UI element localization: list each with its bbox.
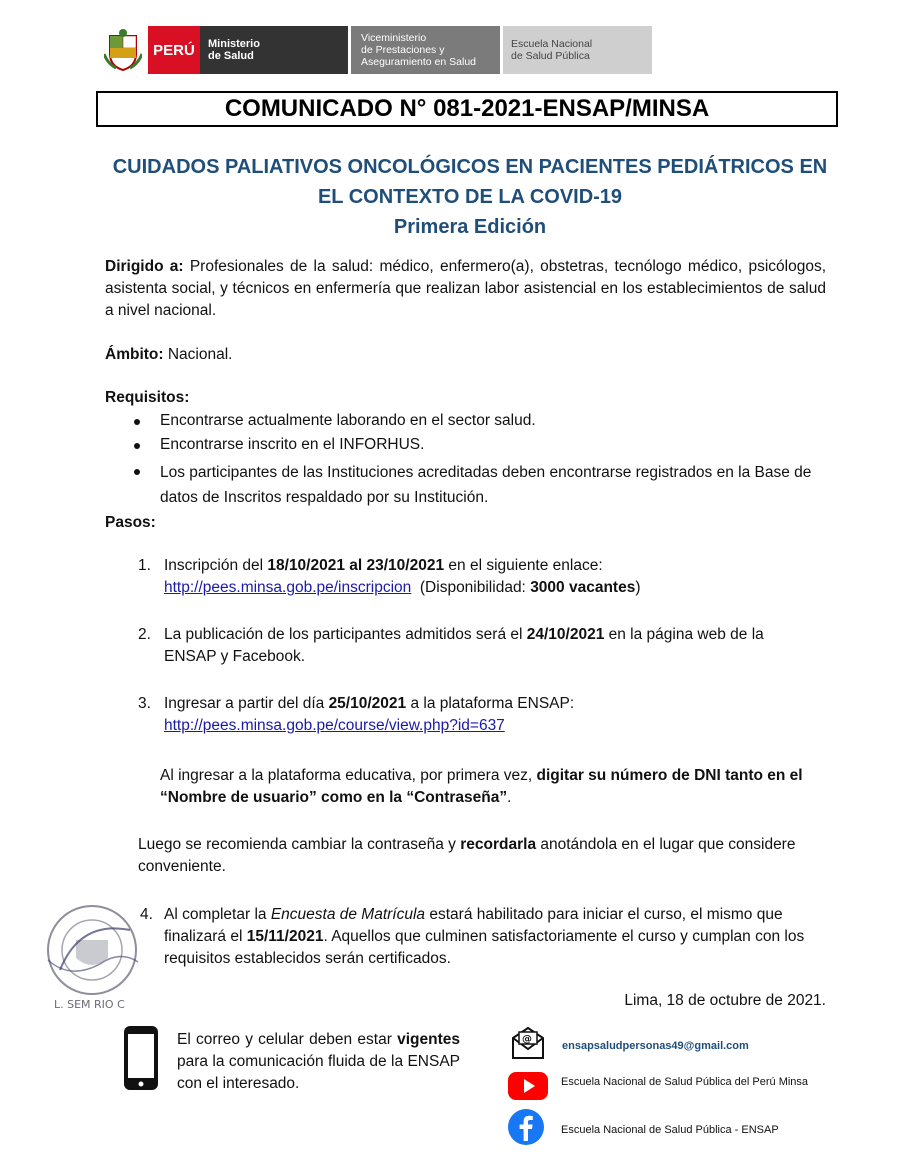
ambito-label: Ámbito: — [105, 346, 164, 363]
requisito-text: Encontrarse actualmente laborando en el sector salud. — [160, 412, 536, 429]
requisito-item — [134, 410, 834, 432]
escuela-logo — [503, 26, 652, 74]
seal-stamp-icon — [40, 900, 146, 1020]
contact-text-b: para la comunicación fluida de la ENSAP con el interesado. — [177, 1053, 460, 1092]
facebook-icon — [507, 1108, 545, 1146]
note-text-a: Al ingresar a la plataforma educativa, por primera vez, — [160, 767, 537, 784]
bullet-icon — [134, 419, 140, 425]
step1-text-c: (Disponibilidad: — [411, 579, 531, 596]
step1-vacantes: 3000 vacantes — [530, 579, 636, 596]
password-note — [138, 834, 830, 878]
note-bold: digitar su número de DNI tanto en el “Nombre de usuario” como en la “Contraseña” — [160, 767, 803, 806]
youtube-icon — [507, 1071, 549, 1101]
step4-date: 15/11/2021 — [246, 928, 324, 945]
step4-text-a: Al completar la — [164, 906, 271, 923]
dirigido-paragraph — [105, 256, 826, 322]
step-number: 2. — [138, 626, 151, 643]
bullet-icon — [134, 469, 140, 475]
step-3 — [138, 693, 828, 737]
ministerio-line2: de Salud — [208, 50, 254, 62]
svg-text:@: @ — [522, 1034, 532, 1045]
email-address[interactable]: ensapsaludpersonas49@gmail.com — [562, 1040, 749, 1052]
date-place: Lima, 18 de octubre de 2021. — [624, 992, 826, 1009]
svg-text:L. SEM RIO C: L. SEM RIO C — [54, 998, 125, 1011]
step1-text-b: en el siguiente enlace: — [444, 557, 603, 574]
login-note — [160, 765, 825, 809]
step3-text-a: Ingresar a partir del día — [164, 695, 329, 712]
escuela-line1: Escuela Nacional — [511, 38, 593, 50]
luego-text-b: anotándola en el lugar que considere conveniente. — [138, 836, 796, 875]
course-heading-line2: EL CONTEXTO DE LA COVID-19 — [317, 186, 623, 208]
requisito-text: Encontrarse inscrito en el INFORHUS. — [160, 436, 425, 453]
contact-note — [177, 1029, 460, 1095]
requisito-text: Los participantes de las Instituciones acreditadas deben encontrarse registrados en la Base de datos de Inscritos respaldado por su Institución. — [160, 464, 812, 506]
course-heading-line1: CUIDADOS PALIATIVOS ONCOLÓGICOS EN PACIENTES PEDIÁTRICOS EN — [112, 156, 828, 178]
step1-dates: 18/10/2021 al 23/10/2021 — [267, 557, 445, 574]
viceministerio-logo — [351, 26, 500, 74]
step-number: 1. — [138, 557, 151, 574]
step2-text-a: La publicación de los participantes admitidos será el — [164, 626, 527, 643]
mobile-phone-icon — [122, 1024, 160, 1092]
ambito-text: Nacional. — [163, 346, 233, 363]
requisitos-label: Requisitos: — [105, 389, 190, 406]
step1-text-d: ) — [635, 579, 641, 596]
bullet-icon — [134, 443, 140, 449]
step-1 — [138, 555, 828, 599]
pasos-label: Pasos: — [105, 514, 156, 531]
inscripcion-link[interactable]: http://pees.minsa.gob.pe/inscripcion — [164, 579, 412, 596]
step-number: 4. — [140, 906, 153, 923]
luego-text-a: Luego se recomienda cambiar la contraseña y — [138, 836, 461, 853]
step4-text-c: . Aquellos que culminen satisfactoriamente el curso y cumplan con los requisitos establecidos serán certificados. — [164, 928, 805, 967]
facebook-page[interactable]: Escuela Nacional de Salud Pública - ENSAP — [561, 1124, 779, 1136]
step-4 — [138, 904, 828, 970]
peru-label: PERÚ — [148, 26, 200, 74]
ambito-paragraph — [105, 344, 826, 366]
course-link[interactable]: http://pees.minsa.gob.pe/course/view.php?id=637 — [164, 717, 505, 734]
dirigido-text: Profesionales de la salud: médico, enfermero(a), obstetras, tecnólogo médico, psicólogos, asistenta social, y técnicos en enfermería que realizan labor asistencial en los establecimientos de salud a nivel nacional. — [105, 258, 826, 319]
step2-text-b: en la página web de la ENSAP y Facebook. — [164, 626, 764, 665]
contact-bold: vigentes — [397, 1031, 460, 1048]
note-text-b: . — [507, 789, 512, 806]
youtube-channel[interactable]: Escuela Nacional de Salud Pública del Perú Minsa — [561, 1076, 809, 1088]
step4-text-b: estará habilitado para iniciar el curso, el mismo que finalizará el — [164, 906, 783, 945]
step3-date: 25/10/2021 — [328, 695, 407, 712]
course-edition: Primera Edición — [393, 216, 547, 238]
luego-bold: recordarla — [460, 836, 537, 853]
coat-of-arms-icon — [104, 28, 142, 72]
contact-text-a: El correo y celular deben estar — [177, 1031, 398, 1048]
step3-text-b: a la plataforma ENSAP: — [406, 695, 575, 712]
email-icon — [510, 1024, 546, 1060]
step-number: 3. — [138, 695, 151, 712]
vice-line1: Viceministerio — [361, 32, 427, 44]
requisito-item — [134, 460, 828, 510]
ministerio-line1: Ministerio — [208, 38, 260, 50]
requisito-item — [134, 434, 834, 456]
vice-line3: Aseguramiento en Salud — [361, 56, 476, 68]
ministerio-logo — [200, 26, 348, 74]
dirigido-label: Dirigido a: — [105, 258, 184, 275]
step1-text-a: Inscripción del — [164, 557, 268, 574]
step2-date: 24/10/2021 — [526, 626, 605, 643]
vice-line2: de Prestaciones y — [361, 44, 445, 56]
document-title: COMUNICADO N° 081-2021-ENSAP/MINSA — [96, 91, 838, 127]
step-2 — [138, 624, 818, 668]
escuela-line2: de Salud Pública — [511, 50, 590, 62]
step4-italic: Encuesta de Matrícula — [270, 906, 426, 923]
